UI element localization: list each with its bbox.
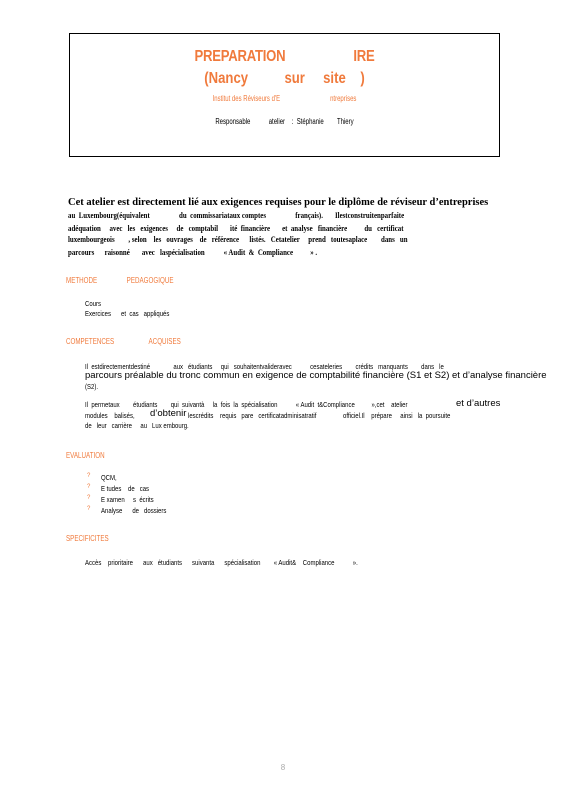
title-line-1: PREPARATION IRE bbox=[194, 48, 375, 65]
competences-line: d’obtenir bbox=[150, 408, 187, 419]
header-box bbox=[69, 33, 500, 157]
specificites-text: Accès prioritaire aux étudiants suivanta spécialisation « Audit& Compliance ». bbox=[85, 558, 358, 567]
list-item: QCM, bbox=[101, 473, 117, 482]
competences-line: de leur carrière au Lux embourg. bbox=[85, 421, 189, 430]
intro-line: luxembourgeois , selon les ouvrages de référence listés. Cetatelier prend toutesaplace dans un bbox=[68, 235, 408, 244]
section-heading-evaluation: EVALUATION bbox=[66, 451, 105, 460]
section-heading-specificites: SPECIFICITES bbox=[66, 534, 109, 543]
list-item: Exercices et cas appliqués bbox=[85, 309, 170, 318]
competences-line: lescrédits requis pare certificatadminisatratif officiel.Il prépare ainsi la poursuite bbox=[188, 411, 451, 420]
intro-line: parcours raisonné avec laspécialisation « Audit & Compliance » . bbox=[68, 248, 318, 257]
bullet-icon: ? bbox=[87, 473, 91, 479]
intro-line: au Luxembourg(équivalent du commissariataux comptes français). Ilestconstruitenparfaite bbox=[68, 211, 405, 220]
competences-line: Il estdirectementdestiné aux étudiants qui souhaitentvalideravec cesateleries crédits manquants dans le bbox=[85, 362, 444, 371]
intro-title: Cet atelier est directement lié aux exigences requises pour le diplôme de réviseur d’entreprises bbox=[68, 197, 489, 208]
bullet-icon: ? bbox=[87, 484, 91, 490]
section-heading-competences: COMPETENCES ACQUISES bbox=[66, 337, 181, 346]
competences-line: modules balisés, bbox=[85, 411, 135, 420]
list-item: E tudes de cas bbox=[101, 484, 150, 493]
institute-name: Institut des Réviseurs d'E ntreprises bbox=[212, 94, 357, 103]
section-heading-methode: METHODE PEDAGOGIQUE bbox=[66, 276, 174, 285]
page-number: 8 bbox=[280, 763, 286, 772]
list-item: Cours bbox=[85, 299, 102, 308]
responsible-line: Responsable atelier : Stéphanie Thiery bbox=[215, 117, 354, 126]
list-item: Analyse de dossiers bbox=[101, 506, 167, 515]
competences-line: Il permetaux étudiants qui suivantà la fois la spécialisation « Audit t&Compliance »,cet atelier bbox=[85, 400, 408, 409]
competences-line: (S2). bbox=[85, 382, 99, 391]
bullet-icon: ? bbox=[87, 506, 91, 512]
bullet-icon: ? bbox=[87, 495, 91, 501]
title-line-2: (Nancy sur site ) bbox=[204, 70, 365, 87]
competences-line: parcours préalable du tronc commun en exigence de comptabilité financière (S1 et S2) et d’analyse financière bbox=[85, 370, 547, 381]
list-item: E xamen s écrits bbox=[101, 495, 154, 504]
intro-line: adéquation avec les exigences de comptabil ité financière et analyse financière du certificat bbox=[68, 224, 404, 233]
competences-line: et d’autres bbox=[456, 398, 501, 409]
